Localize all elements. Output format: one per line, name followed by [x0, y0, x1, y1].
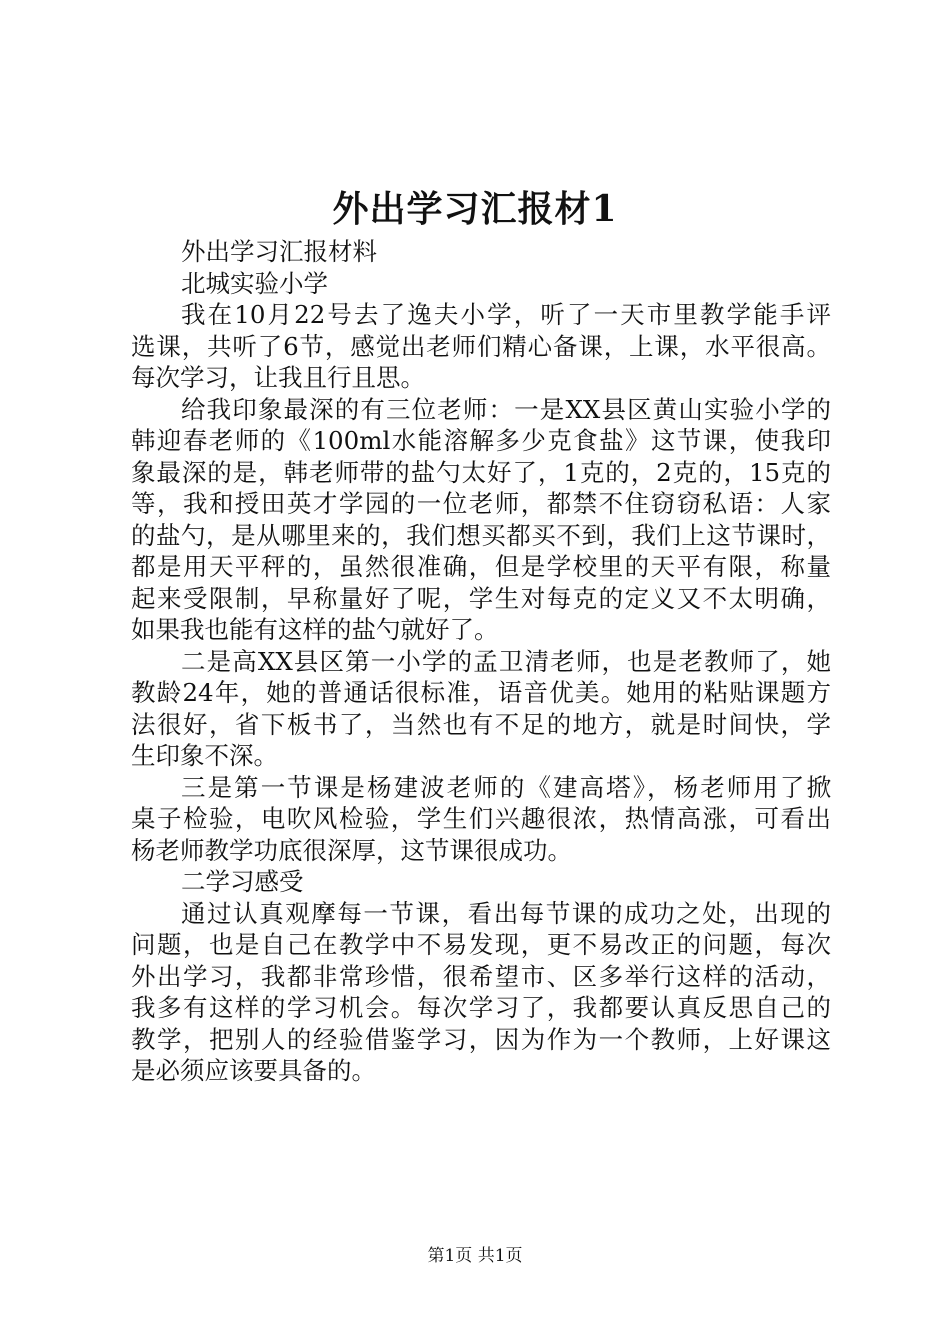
body-line: 如果我也能有这样的盐勺就好了。	[131, 615, 499, 644]
body-line: 教龄24年，她的普通话很标准，语音优美。她用的粘贴课题方	[131, 678, 831, 707]
body-line: 我在10月22号去了逸夫小学，听了一天市里教学能手评	[181, 300, 831, 329]
page-footer: 第1页 共1页	[427, 1246, 523, 1266]
body-line: 二是高XX县区第一小学的孟卫清老师，也是老教师了，她	[181, 646, 831, 676]
body-line: 给我印象最深的有三位老师：一是XX县区黄山实验小学的	[181, 394, 831, 424]
document-title: 外出学习汇报材1	[332, 188, 618, 230]
body-line: 外出学习汇报材料	[181, 237, 377, 266]
body-line: 我多有这样的学习机会。每次学习了，我都要认真反思自己的	[131, 993, 831, 1022]
body-line: 选课，共听了6节，感觉出老师们精心备课，上课，水平很高。	[131, 331, 831, 361]
body-line: 每次学习，让我且行且思。	[131, 363, 425, 392]
body-line: 杨老师教学功底很深厚，这节课很成功。	[131, 835, 572, 865]
body-line: 法很好，省下板书了，当然也有不足的地方，就是时间快，学	[131, 709, 831, 739]
body-line: 的盐勺，是从哪里来的，我们想买都买不到，我们上这节课时，	[131, 520, 831, 550]
body-line: 生印象不深。	[131, 741, 278, 770]
body-line: 等，我和授田英才学园的一位老师，都禁不住窃窃私语：人家	[131, 489, 831, 518]
body-line: 通过认真观摩每一节课，看出每节课的成功之处，出现的	[181, 898, 831, 928]
document-body	[131, 236, 831, 1087]
body-line: 外出学习，我都非常珍惜，很希望市、区多举行这样的活动，	[131, 961, 831, 991]
body-line: 问题，也是自己在教学中不易发现，更不易改正的问题，每次	[131, 930, 831, 959]
body-line: 韩迎春老师的《100ml水能溶解多少克食盐》这节课，使我印	[131, 426, 831, 455]
body-line: 二学习感受	[181, 867, 304, 896]
body-line: 都是用天平秤的，虽然很准确，但是学校里的天平有限，称量	[131, 552, 831, 581]
body-line: 象最深的是，韩老师带的盐勺太好了，1克的，2克的，15克的	[131, 457, 831, 487]
body-line: 教学，把别人的经验借鉴学习，因为作为一个教师，上好课这	[131, 1024, 831, 1054]
body-line: 是必须应该要具备的。	[131, 1056, 376, 1085]
body-line: 三是第一节课是杨建波老师的《建高塔》，杨老师用了掀	[181, 772, 831, 802]
body-line: 北城实验小学	[181, 268, 328, 298]
body-line: 桌子检验，电吹风检验，学生们兴趣很浓，热情高涨，可看出	[131, 804, 831, 833]
body-line: 起来受限制，早称量好了呢，学生对每克的定义又不太明确，	[131, 583, 831, 613]
